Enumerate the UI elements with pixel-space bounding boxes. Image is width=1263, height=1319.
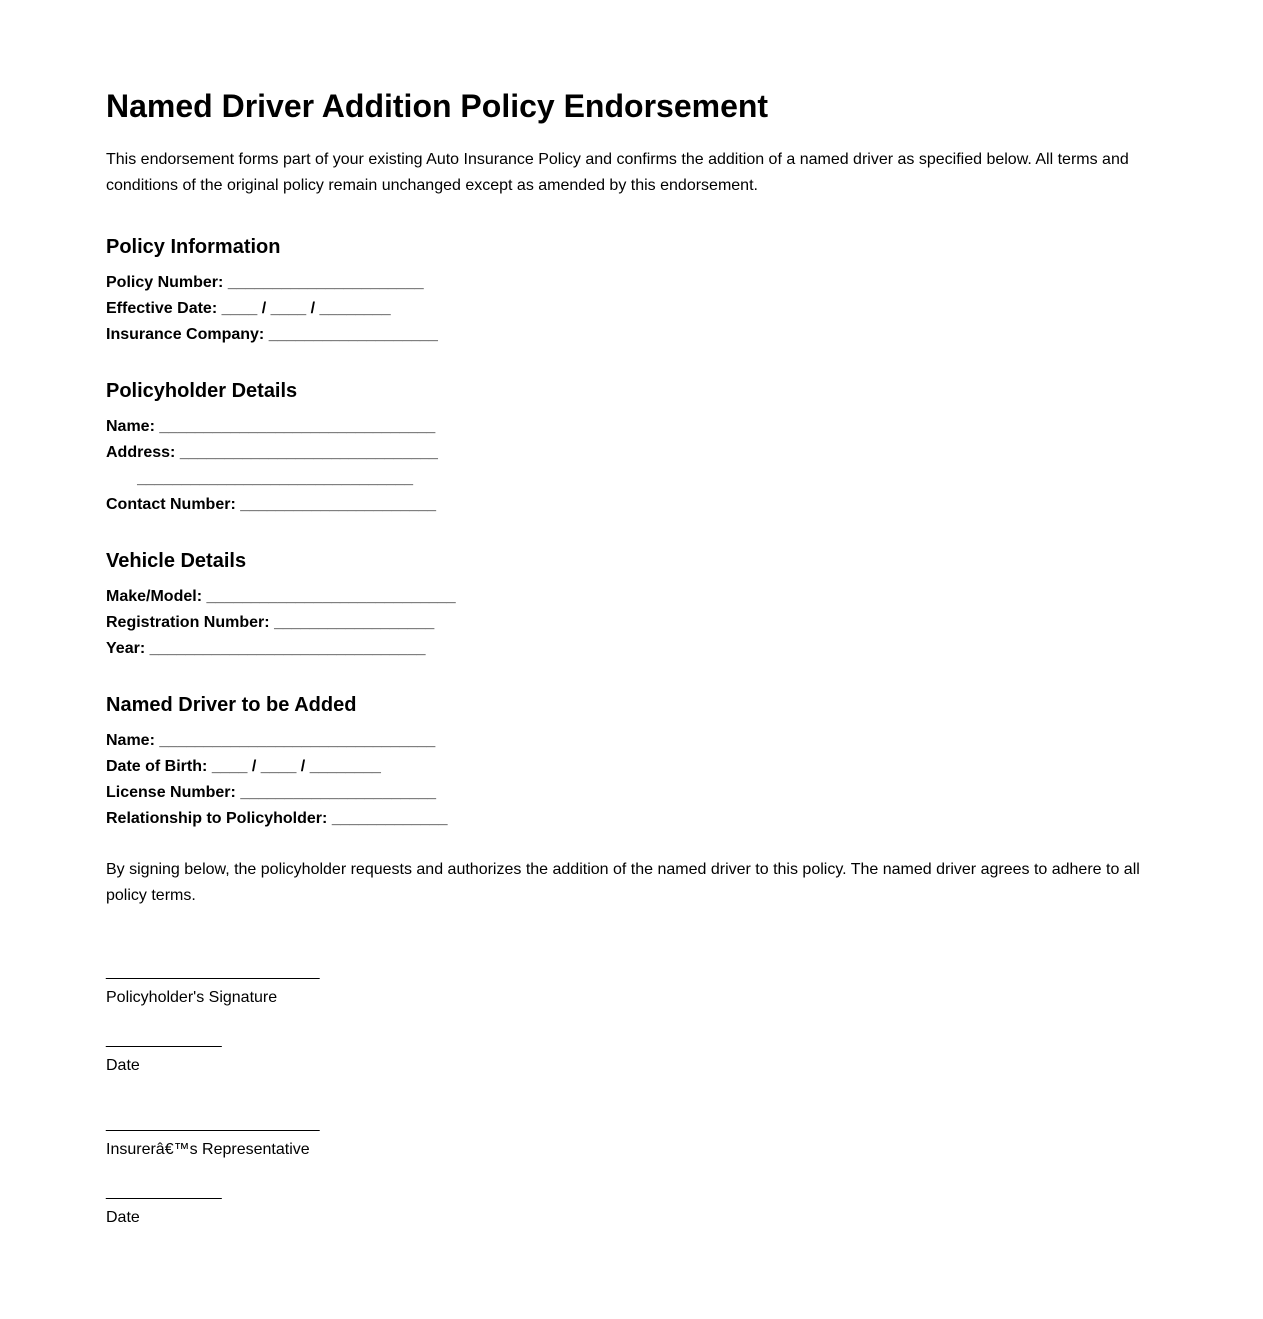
insurer-representative-line: ________________________ [106,1115,320,1132]
field-policyholder-address-line2-blank: _______________________________ [106,470,413,487]
field-driver-name-label: Name: [106,732,155,749]
policyholder-details-fields [106,414,1157,518]
field-vehicle-year-label: Year: [106,640,146,657]
authorization-paragraph: By signing below, the policyholder requests and authorizes the addition of the named driver to this policy. The named driver agrees to adhere to all policy terms. [106,861,1140,904]
field-relationship-label: Relationship to Policyholder: [106,810,328,827]
field-registration-number [106,610,1157,636]
field-policyholder-address-label: Address: [106,444,176,461]
section-heading-vehicle-details: Vehicle Details [106,550,247,572]
page-title: Named Driver Addition Policy Endorsement [106,88,769,124]
field-date-of-birth-label: Date of Birth: [106,758,208,775]
policy-information-fields [106,270,1157,348]
field-effective-date [106,296,1157,322]
signature-block-date-2 [106,1179,1157,1231]
field-relationship-blank: _____________ [331,810,448,827]
intro-paragraph: This endorsement forms part of your existing Auto Insurance Policy and confirms the addition of a named driver as specified below. All terms and conditions of the original policy remain unchanged except as amended by this endorsement. [106,151,1129,194]
field-insurance-company [106,322,1157,348]
date-1-label: Date [106,1057,140,1074]
field-make-model-blank: ____________________________ [206,588,456,605]
section-heading-named-driver: Named Driver to be Added [106,694,357,716]
field-effective-date-label: Effective Date: [106,300,218,317]
signature-block-insurer-representative [106,1111,1157,1163]
field-date-of-birth [106,754,1157,780]
field-make-model [106,584,1157,610]
field-contact-number-label: Contact Number: [106,496,236,513]
field-policy-number-blank: ______________________ [227,274,424,291]
section-heading-policyholder-details: Policyholder Details [106,380,298,402]
section-heading-policy-information: Policy Information [106,236,281,258]
field-make-model-label: Make/Model: [106,588,203,605]
field-vehicle-year-blank: _______________________________ [149,640,426,657]
field-contact-number-blank: ______________________ [240,496,437,513]
field-policyholder-address [106,440,1157,466]
field-policy-number-label: Policy Number: [106,274,224,291]
policyholder-signature-label: Policyholder's Signature [106,989,278,1006]
field-policy-number [106,270,1157,296]
field-policyholder-name [106,414,1157,440]
insurer-representative-label: Insurerâ€™s Representative [106,1141,310,1158]
vehicle-details-fields [106,584,1157,662]
field-relationship [106,806,1157,832]
field-license-number-label: License Number: [106,784,236,801]
field-driver-name-blank: _______________________________ [159,732,436,749]
date-1-line: _____________ [106,1031,222,1048]
signature-block-date-1 [106,1027,1157,1079]
field-registration-number-label: Registration Number: [106,614,270,631]
field-vehicle-year [106,636,1157,662]
field-insurance-company-blank: ___________________ [268,326,438,343]
field-policyholder-name-blank: _______________________________ [159,418,436,435]
field-contact-number [106,492,1157,518]
named-driver-fields [106,728,1157,832]
field-registration-number-blank: __________________ [274,614,435,631]
field-policyholder-address-blank: _____________________________ [179,444,438,461]
field-license-number-blank: ______________________ [240,784,437,801]
date-2-line: _____________ [106,1183,222,1200]
field-license-number [106,780,1157,806]
field-insurance-company-label: Insurance Company: [106,326,265,343]
field-policyholder-name-label: Name: [106,418,155,435]
field-driver-name [106,728,1157,754]
field-date-of-birth-blank: ____ / ____ / ________ [211,758,381,775]
date-2-label: Date [106,1209,140,1226]
field-policyholder-address-line2 [106,466,1157,492]
policyholder-signature-line: ________________________ [106,963,320,980]
signature-block-policyholder [106,959,1157,1011]
field-effective-date-blank: ____ / ____ / ________ [221,300,391,317]
